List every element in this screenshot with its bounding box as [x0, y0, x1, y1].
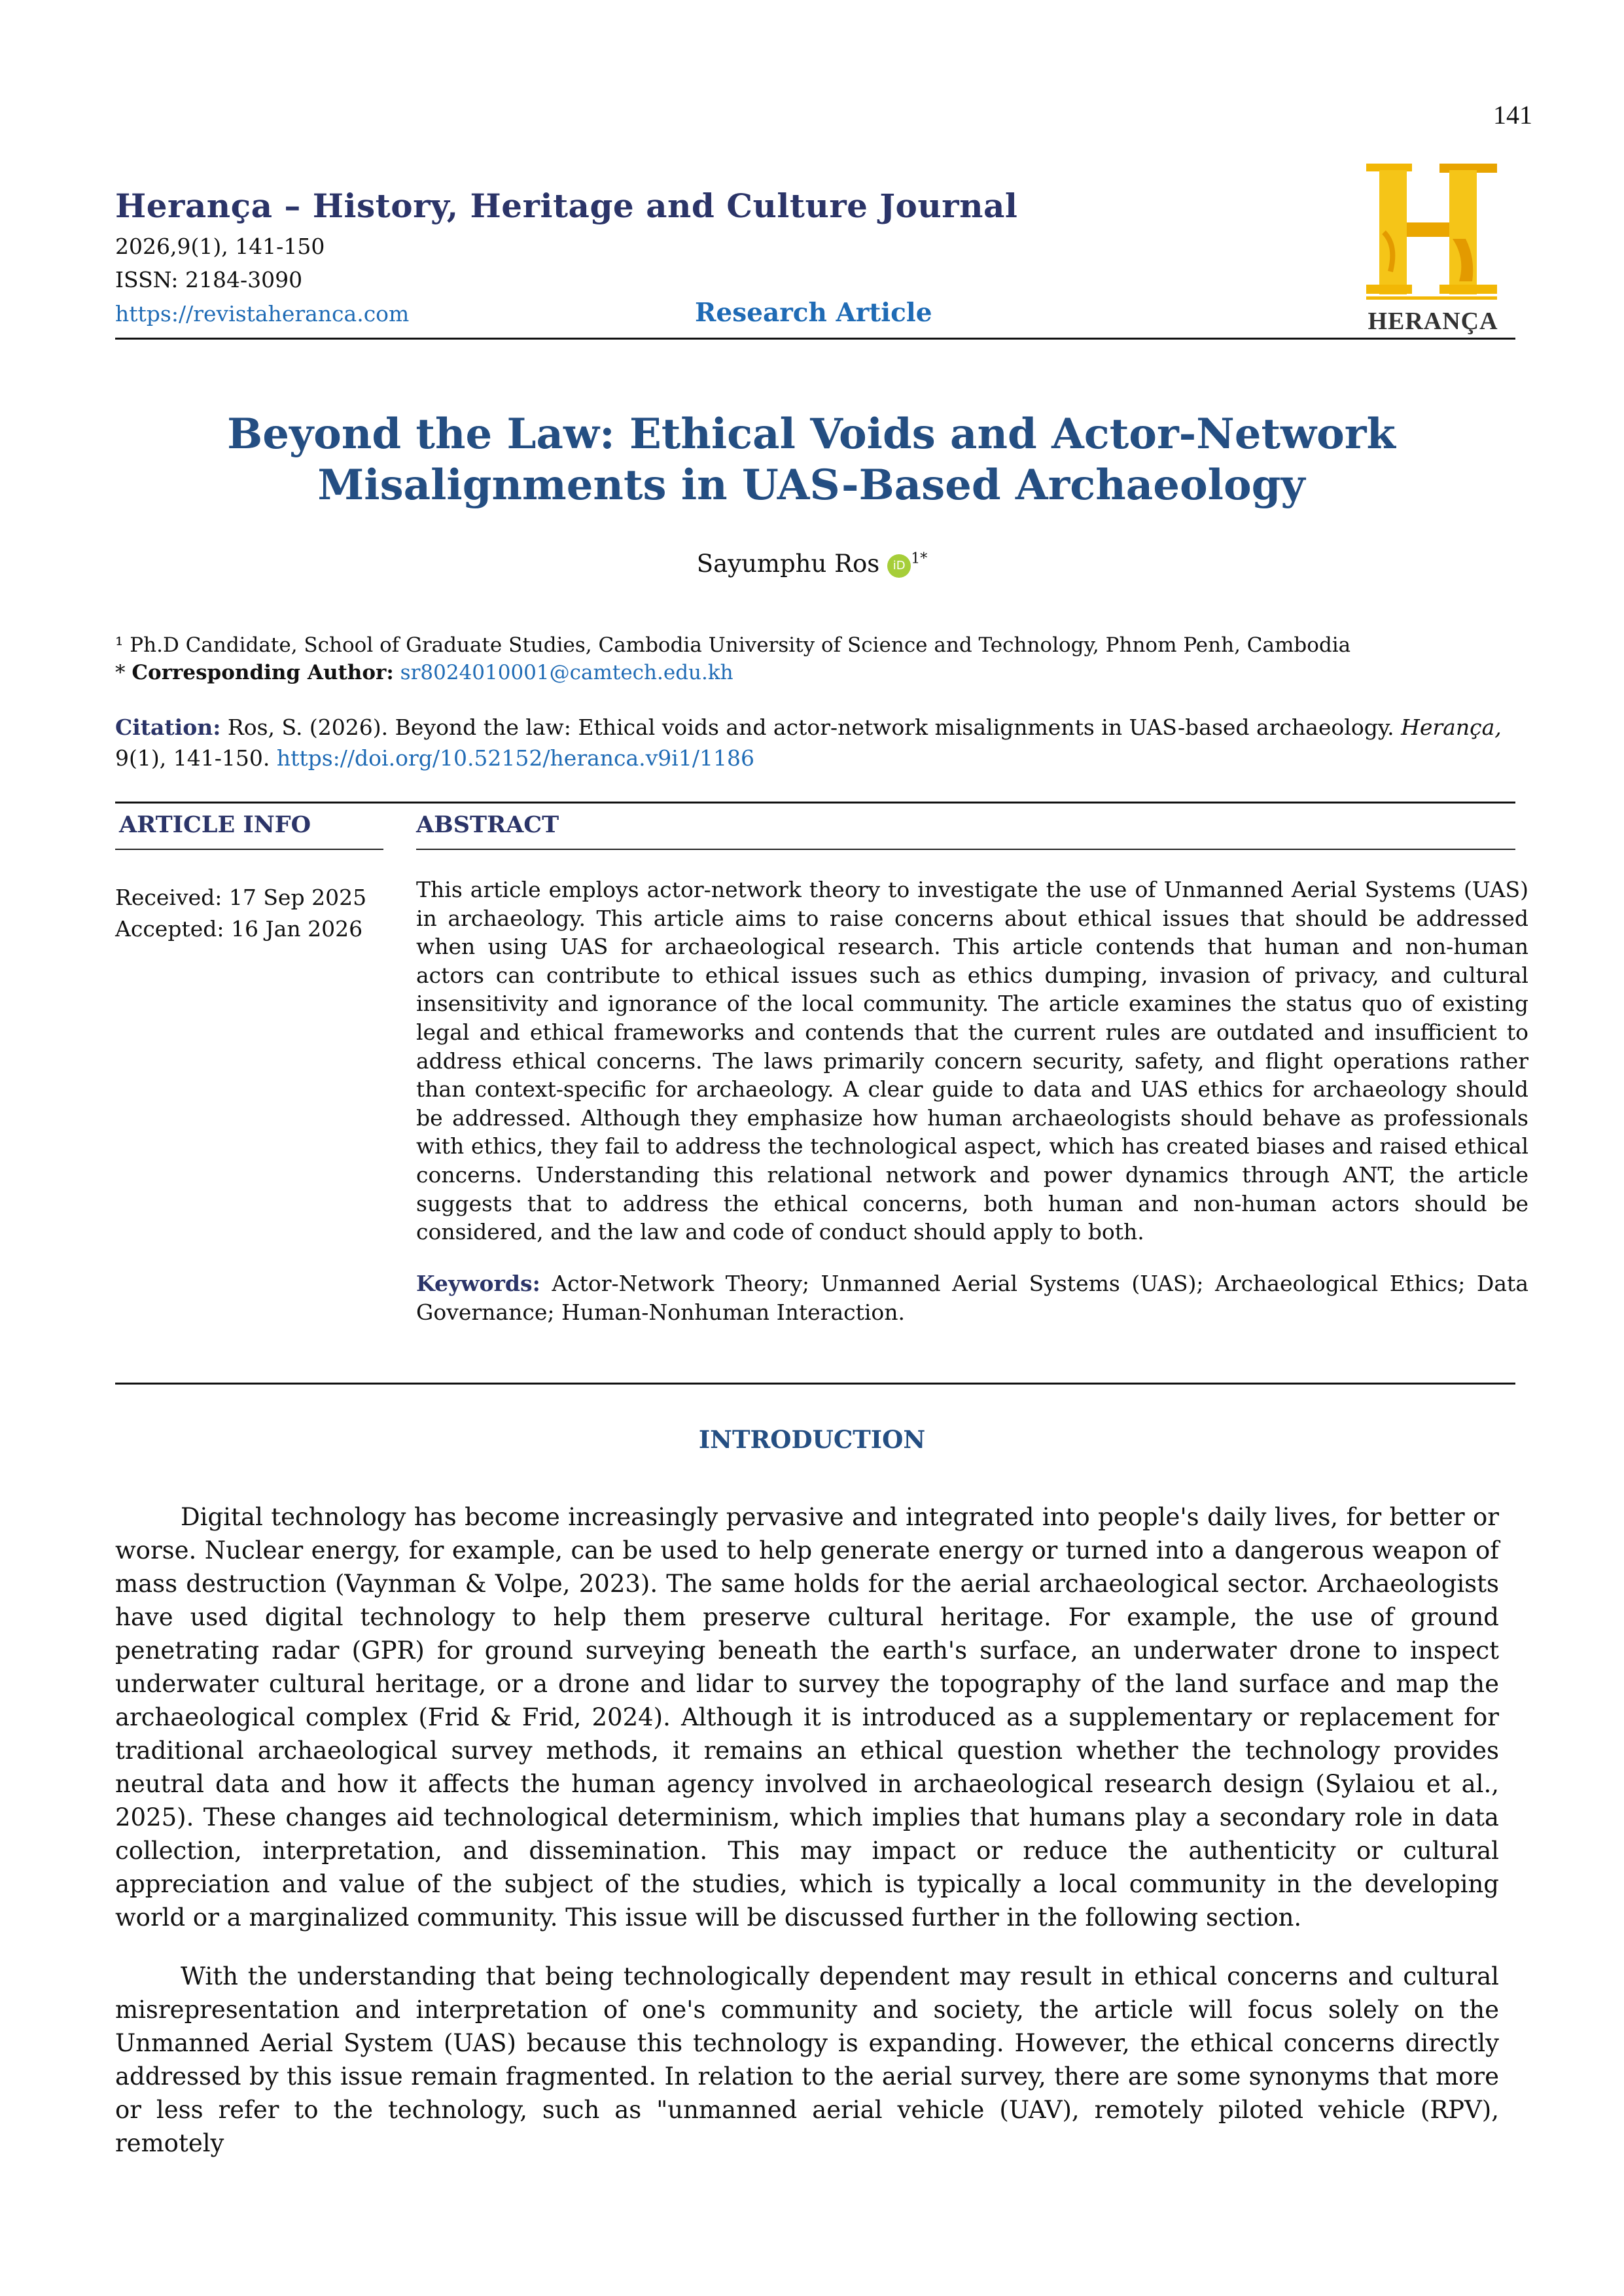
- journal-title: Herança – History, Heritage and Culture Journal: [115, 186, 1018, 225]
- corresponding-author: [115, 661, 733, 684]
- page-number: 141: [1493, 100, 1532, 130]
- issn: ISSN: 2184-3090: [115, 267, 303, 292]
- citation-journal: Herança,: [1401, 715, 1502, 740]
- abstract-divider: [416, 849, 1515, 850]
- author-affiliation-marker: 1*: [911, 550, 928, 567]
- received-date: Received: 17 Sep 2025: [115, 885, 367, 910]
- citation-block: [115, 712, 1528, 773]
- abstract-heading: ABSTRACT: [416, 811, 559, 838]
- keywords: [416, 1269, 1528, 1327]
- article-info-heading: ARTICLE INFO: [119, 811, 311, 838]
- keywords-label: Keywords:: [416, 1271, 540, 1296]
- introduction-heading: INTRODUCTION: [698, 1425, 926, 1454]
- heranca-logo: [1361, 160, 1505, 337]
- article-dates: [115, 882, 366, 945]
- corresponding-marker: *: [115, 661, 132, 684]
- intro-paragraph-2: With the understanding that being technologically dependent may result in ethical concerns and cultural misrepresentation and interpretation of one's community and society, the article will focus solely on the Unmanned Aerial System (UAS) because this technology is expanding. However, the ethical concerns directly addressed by this issue remain fragmented. In relation to the aerial survey, there are some synonyms that more or less refer to the technology, such as "unmanned aerial vehicle (UAV), remotely piloted vehicle (RPV), remotely: [115, 1962, 1499, 2157]
- keywords-text: Actor-Network Theory; Unmanned Aerial Systems (UAS); Archaeological Ethics; Data Governance; Human-Nonhuman Interaction.: [416, 1271, 1528, 1325]
- citation-label: Citation:: [115, 715, 221, 740]
- journal-website-link[interactable]: https://revistaheranca.com: [115, 301, 410, 327]
- accepted-date: Accepted: 16 Jan 2026: [115, 916, 363, 942]
- orcid-icon[interactable]: iD: [887, 554, 911, 578]
- author-line: [0, 550, 1624, 578]
- volume-info: 2026,9(1), 141-150: [115, 234, 325, 259]
- author-name: Sayumphu Ros: [696, 550, 880, 578]
- article-type-label: Research Article: [695, 298, 932, 328]
- header-divider: [115, 338, 1515, 340]
- title-line-2: Misalignments in UAS-Based Archaeology: [317, 461, 1305, 510]
- corresponding-email-link[interactable]: sr8024010001@camtech.edu.kh: [400, 661, 733, 684]
- corresponding-label: Corresponding Author:: [132, 661, 394, 684]
- citation-issue: 9(1), 141-150.: [115, 745, 270, 771]
- h-column-logo-icon: [1361, 160, 1505, 304]
- info-top-divider: [115, 802, 1515, 804]
- article-title: [131, 409, 1492, 511]
- doi-link[interactable]: https://doi.org/10.52152/heranca.v9i1/1186: [276, 745, 754, 771]
- abstract-bottom-divider: [115, 1383, 1515, 1385]
- intro-paragraph-1: Digital technology has become increasingly pervasive and integrated into people's daily lives, for better or worse. Nuclear energy, for example, can be used to help generate energy or turned into a dangerous weapon of mass destruction (Vaynman & Volpe, 2023). The same holds for the aerial archaeological sector. Archaeologists have used digital technology to help them preserve cultural heritage. For example, the use of ground penetrating radar (GPR) for ground surveying beneath the earth's surface, an underwater drone to inspect underwater cultural heritage, or a drone and lidar to survey the topography of the land surface and map the archaeological complex (Frid & Frid, 2024). Although it is introduced as a supplementary or replacement for traditional archaeological survey methods, it remains an ethical question whether the technology provides neutral data and how it affects the human agency involved in archaeological research design (Sylaiou et al., 2025). These changes aid technological determinism, which implies that humans play a secondary role in data collection, interpretation, and dissemination. This may impact or reduce the authenticity or cultural appreciation and value of the subject of the studies, which is typically a local community in the developing world or a marginalized community. This issue will be discussed further in the following section.: [115, 1503, 1499, 1932]
- title-line-1: Beyond the Law: Ethical Voids and Actor-Network: [227, 410, 1396, 459]
- abstract-text: This article employs actor-network theory to investigate the use of Unmanned Aerial Systems (UAS) in archaeology. This article aims to raise concerns about ethical issues that should be addressed when using UAS for archaeological research. This article contends that human and non-human actors can contribute to ethical issues such as ethics dumping, invasion of privacy, and cultural insensitivity and ignorance of the local community. The article examines the status quo of existing legal and ethical frameworks and contends that the current rules are outdated and insufficient to address ethical concerns. The laws primarily concern security, safety, and flight operations rather than context-specific for archaeology. A clear guide to data and UAS ethics for archaeology should be addressed. Although they emphasize how human archaeologists should behave as professionals with ethics, they fail to address the technological aspect, which has created biases and raised ethical concerns. Understanding this relational network and power dynamics through ANT, the article suggests that to address the ethical concerns, both human and non-human actors should be considered, and the law and code of conduct should apply to both.: [416, 877, 1528, 1245]
- article-info-divider: [115, 849, 383, 850]
- author-affiliation: ¹ Ph.D Candidate, School of Graduate Studies, Cambodia University of Science and Technology, Phnom Penh, Cambodia: [115, 633, 1351, 657]
- citation-text: Ros, S. (2026). Beyond the law: Ethical voids and actor-network misalignments in UAS-based archaeology.: [227, 715, 1394, 740]
- logo-wordmark: HERANÇA: [1368, 308, 1498, 335]
